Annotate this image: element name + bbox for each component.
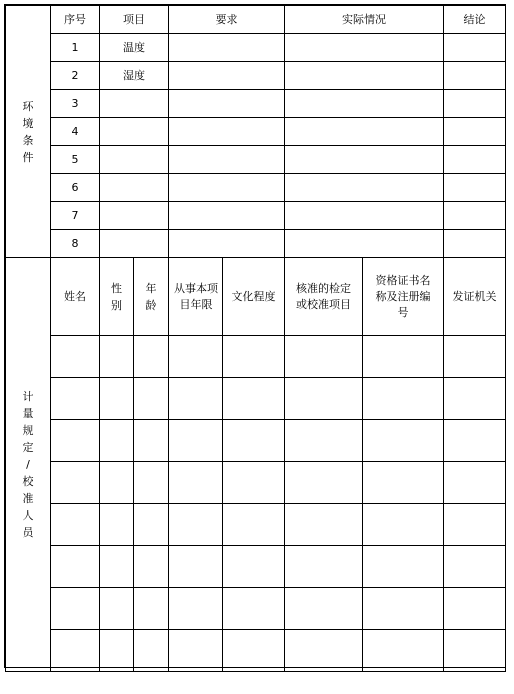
env-header-row <box>6 6 506 34</box>
personnel-header-row <box>6 258 506 336</box>
personnel-certificate-cell <box>363 462 444 504</box>
personnel-gender-cell <box>100 630 134 672</box>
personnel-row <box>6 630 506 672</box>
project-header-text: 核准的检定或校准项目 <box>296 281 351 311</box>
personnel-age-cell <box>134 588 169 630</box>
personnel-header-certificate <box>363 258 444 336</box>
personnel-certificate-cell <box>363 420 444 462</box>
personnel-age-cell <box>134 546 169 588</box>
personnel-name-cell <box>51 546 100 588</box>
personnel-years-cell <box>169 462 223 504</box>
personnel-certificate-cell <box>363 546 444 588</box>
personnel-header-issuer <box>444 258 506 336</box>
personnel-row <box>6 504 506 546</box>
personnel-gender-cell <box>100 462 134 504</box>
personnel-age-cell <box>134 504 169 546</box>
personnel-education-cell <box>223 420 285 462</box>
personnel-header-age <box>134 258 169 336</box>
personnel-issuer-cell <box>444 462 506 504</box>
personnel-education-cell <box>223 504 285 546</box>
personnel-header-project <box>285 258 363 336</box>
age-header-text: 年龄 <box>145 281 157 312</box>
personnel-row <box>6 420 506 462</box>
env-row <box>6 230 506 258</box>
env-conclusion-cell <box>444 230 506 258</box>
env-requirement-cell <box>169 118 285 146</box>
section-label-text: 计 量 规 定 / 校 准 人 员 <box>22 390 34 539</box>
personnel-project-cell <box>285 420 363 462</box>
personnel-education-cell <box>223 336 285 378</box>
personnel-name-cell <box>51 630 100 672</box>
personnel-row <box>6 336 506 378</box>
issuer-header-text: 发证机关 <box>452 289 497 303</box>
env-seq-cell: 7 <box>51 202 100 230</box>
personnel-header-gender <box>100 258 134 336</box>
personnel-education-cell <box>223 588 285 630</box>
env-seq-cell: 2 <box>51 62 100 90</box>
personnel-gender-cell <box>100 378 134 420</box>
personnel-header-years <box>169 258 223 336</box>
personnel-certificate-cell <box>363 588 444 630</box>
personnel-certificate-cell <box>363 504 444 546</box>
personnel-age-cell <box>134 336 169 378</box>
env-row <box>6 62 506 90</box>
env-item-cell <box>100 174 169 202</box>
personnel-years-cell <box>169 546 223 588</box>
personnel-issuer-cell <box>444 630 506 672</box>
personnel-gender-cell <box>100 336 134 378</box>
record-form-table <box>5 5 506 672</box>
env-seq-cell: 6 <box>51 174 100 202</box>
env-seq-cell: 4 <box>51 118 100 146</box>
personnel-project-cell <box>285 462 363 504</box>
env-actual-cell <box>285 146 444 174</box>
env-header-actual: 实际情况 <box>285 6 444 34</box>
env-conclusion-cell <box>444 202 506 230</box>
personnel-issuer-cell <box>444 420 506 462</box>
personnel-years-cell <box>169 336 223 378</box>
env-row <box>6 90 506 118</box>
personnel-years-cell <box>169 420 223 462</box>
personnel-row <box>6 588 506 630</box>
env-seq-cell: 1 <box>51 34 100 62</box>
env-requirement-cell <box>169 174 285 202</box>
env-actual-cell <box>285 174 444 202</box>
personnel-education-cell <box>223 546 285 588</box>
env-actual-cell <box>285 90 444 118</box>
personnel-issuer-cell <box>444 588 506 630</box>
env-conclusion-cell <box>444 62 506 90</box>
env-header-seq: 序号 <box>51 6 100 34</box>
env-item-cell <box>100 230 169 258</box>
personnel-certificate-cell <box>363 630 444 672</box>
personnel-age-cell <box>134 630 169 672</box>
env-item-cell <box>100 90 169 118</box>
personnel-years-cell <box>169 630 223 672</box>
personnel-project-cell <box>285 378 363 420</box>
env-conclusion-cell <box>444 118 506 146</box>
personnel-age-cell <box>134 420 169 462</box>
personnel-name-cell <box>51 420 100 462</box>
personnel-section <box>6 258 506 672</box>
personnel-row <box>6 462 506 504</box>
env-conclusion-cell <box>444 174 506 202</box>
personnel-gender-cell <box>100 588 134 630</box>
personnel-issuer-cell <box>444 504 506 546</box>
env-item-cell <box>100 118 169 146</box>
env-seq-cell: 3 <box>51 90 100 118</box>
certificate-header-text: 资格证书名称及注册编号 <box>375 273 431 319</box>
env-header-item: 项目 <box>100 6 169 34</box>
personnel-project-cell <box>285 504 363 546</box>
personnel-education-cell <box>223 378 285 420</box>
personnel-age-cell <box>134 378 169 420</box>
personnel-issuer-cell <box>444 336 506 378</box>
env-row <box>6 34 506 62</box>
env-requirement-cell <box>169 90 285 118</box>
personnel-education-cell <box>223 462 285 504</box>
personnel-row <box>6 378 506 420</box>
personnel-project-cell <box>285 588 363 630</box>
personnel-name-cell <box>51 504 100 546</box>
env-requirement-cell <box>169 62 285 90</box>
section-label-text: 环 境 条 件 <box>22 99 34 164</box>
env-actual-cell <box>285 202 444 230</box>
personnel-name-cell <box>51 336 100 378</box>
env-header-conclusion: 结论 <box>444 6 506 34</box>
env-row <box>6 174 506 202</box>
env-header-requirement: 要求 <box>169 6 285 34</box>
env-requirement-cell <box>169 146 285 174</box>
gender-header-text: 性别 <box>111 281 122 312</box>
personnel-issuer-cell <box>444 546 506 588</box>
personnel-section-label <box>6 258 51 672</box>
env-actual-cell <box>285 62 444 90</box>
personnel-age-cell <box>134 462 169 504</box>
env-item-cell: 湿度 <box>100 62 169 90</box>
personnel-years-cell <box>169 378 223 420</box>
personnel-certificate-cell <box>363 378 444 420</box>
env-section-label <box>6 6 51 258</box>
env-requirement-cell <box>169 230 285 258</box>
personnel-years-cell <box>169 588 223 630</box>
personnel-project-cell <box>285 630 363 672</box>
env-item-cell <box>100 202 169 230</box>
personnel-project-cell <box>285 336 363 378</box>
env-seq-cell: 8 <box>51 230 100 258</box>
environment-section <box>6 6 506 258</box>
env-seq-cell: 5 <box>51 146 100 174</box>
personnel-gender-cell <box>100 504 134 546</box>
env-actual-cell <box>285 230 444 258</box>
personnel-row <box>6 546 506 588</box>
env-item-cell <box>100 146 169 174</box>
env-row <box>6 118 506 146</box>
personnel-name-cell <box>51 378 100 420</box>
env-row <box>6 146 506 174</box>
personnel-education-cell <box>223 630 285 672</box>
personnel-gender-cell <box>100 546 134 588</box>
personnel-years-cell <box>169 504 223 546</box>
env-actual-cell <box>285 34 444 62</box>
personnel-header-education <box>223 258 285 336</box>
personnel-certificate-cell <box>363 336 444 378</box>
personnel-name-cell <box>51 462 100 504</box>
personnel-gender-cell <box>100 420 134 462</box>
env-requirement-cell <box>169 34 285 62</box>
env-conclusion-cell <box>444 146 506 174</box>
personnel-name-cell <box>51 588 100 630</box>
personnel-header-name: 姓名 <box>51 258 100 336</box>
years-header-text: 从事本项目年限 <box>174 281 218 311</box>
education-header-text: 文化程度 <box>231 289 276 303</box>
env-conclusion-cell <box>444 90 506 118</box>
env-actual-cell <box>285 118 444 146</box>
personnel-project-cell <box>285 546 363 588</box>
env-conclusion-cell <box>444 34 506 62</box>
env-requirement-cell <box>169 202 285 230</box>
env-row <box>6 202 506 230</box>
personnel-issuer-cell <box>444 378 506 420</box>
env-item-cell: 温度 <box>100 34 169 62</box>
